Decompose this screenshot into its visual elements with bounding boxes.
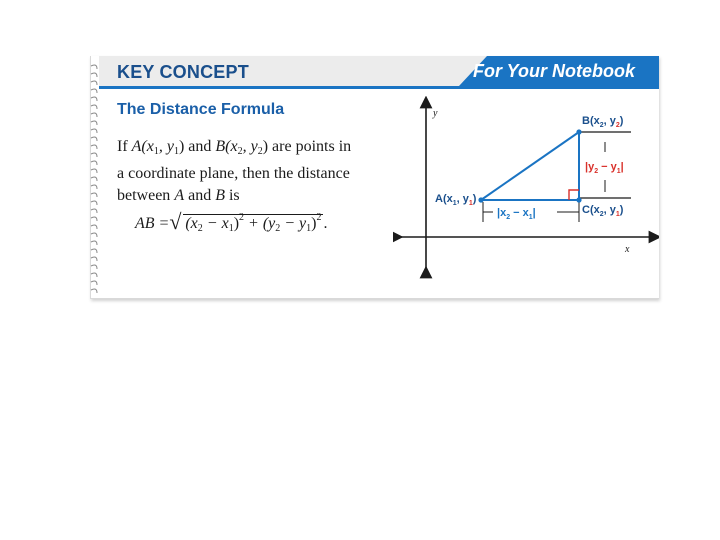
point-a-label: $A(x_1$, $y_1$) [435,193,477,207]
square-root: √ $(x_2 - x_1)^2 + (y_2 - y_1)^2$ [173,212,323,234]
card-header [99,56,659,89]
concept-title: The Distance Formula [117,101,285,118]
spiral-binding [89,62,99,294]
point-c [576,197,581,202]
notebook-label: For Your Notebook [473,61,635,81]
coordinate-diagram [393,96,659,286]
key-concept-label: KEY CONCEPT [117,62,249,82]
distance-formula: AB = √ $(x_2 - x_1)^2 + (y_2 - y_1)^2$ . [135,212,327,234]
y-axis-label: y [433,108,438,119]
point-b-label: $B(x_2$, $y_2$) [582,115,624,129]
vertical-distance-label: $|y_2 - y_1|$ [585,161,624,175]
horizontal-distance-label: $|x_2 - x_1|$ [497,207,536,221]
hypotenuse-ab [481,132,579,200]
key-concept-card [90,56,659,299]
x-axis-label: x [625,244,630,255]
point-c-label: $C(x_2$, $y_1$) [582,204,624,218]
concept-description: If $A(x_1$, $y_1$) and $B(x_2$, $y_2$) are points in a coordinate plane, then the distance between A and B is [117,138,352,204]
point-a [478,197,483,202]
point-b [576,129,581,134]
